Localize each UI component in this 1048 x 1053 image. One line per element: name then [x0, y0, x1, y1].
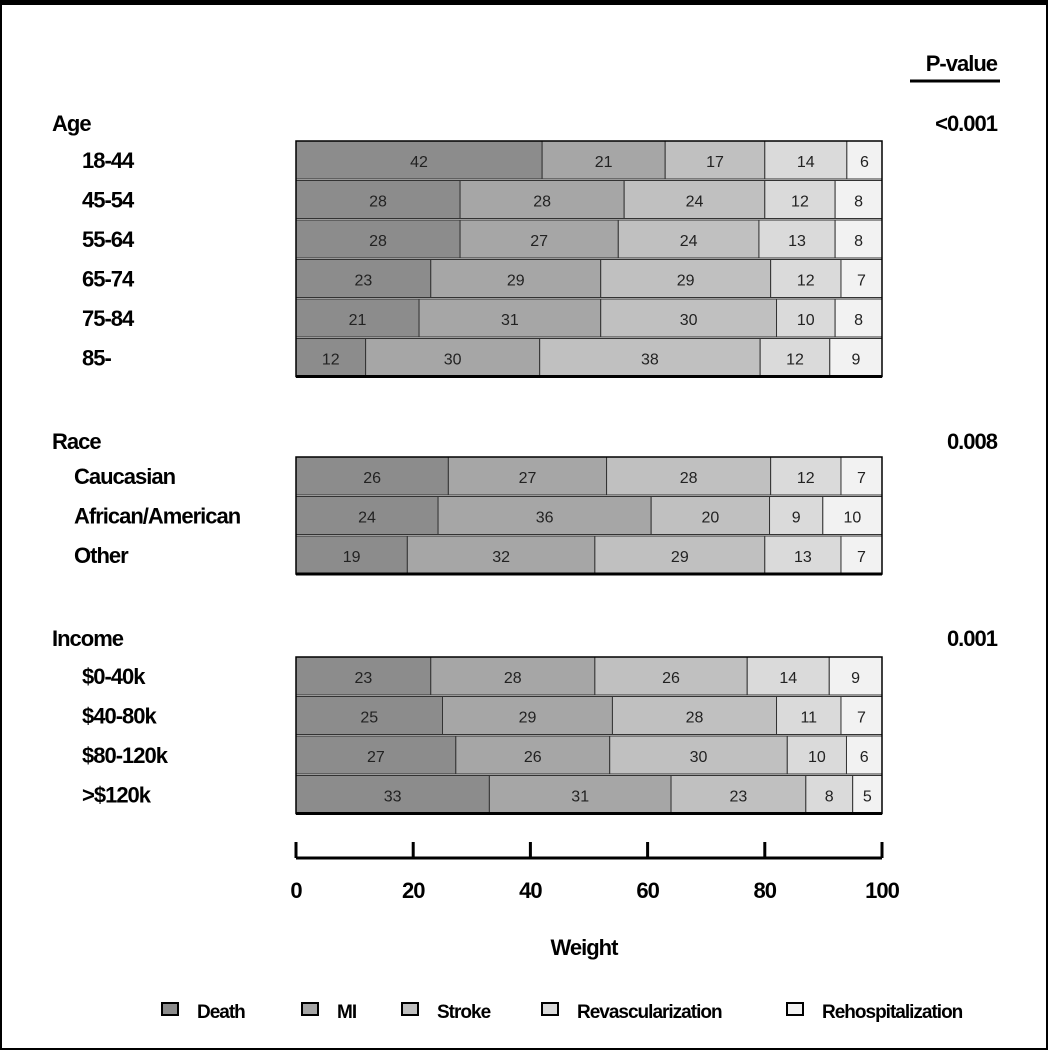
x-tick-label: 0	[290, 878, 302, 903]
segment-value-label: 26	[662, 670, 680, 687]
legend-swatch-revascularization	[542, 1003, 558, 1015]
segment-value-label: 8	[824, 788, 834, 806]
segment-value-label: 27	[367, 749, 385, 766]
segment-value-label: 12	[796, 272, 815, 290]
row-label: $40-80k	[82, 703, 156, 729]
x-axis	[290, 842, 899, 903]
segment-value-label: 10	[807, 749, 826, 766]
legend-swatch-stroke	[402, 1003, 418, 1015]
segment-value-label: 9	[851, 670, 861, 687]
legend	[162, 1002, 963, 1023]
segment-value-label: 9	[851, 351, 861, 369]
bar-row	[82, 339, 882, 377]
segment-value-label: 28	[533, 193, 552, 211]
segment-value-label: 8	[854, 233, 864, 250]
groups-layer	[52, 111, 998, 814]
bar-row	[74, 497, 882, 535]
row-label: $0-40k	[82, 664, 145, 689]
segment-value-label: 26	[523, 749, 542, 766]
segment-value-label: 29	[676, 272, 695, 290]
segment-value-label: 7	[857, 549, 866, 566]
bar-row	[82, 299, 882, 337]
pvalue-label: 0.008	[946, 429, 997, 454]
group-heading: Race	[52, 429, 101, 454]
row-label: Caucasian	[74, 464, 176, 489]
group-heading: Income	[52, 626, 124, 651]
legend-label: Revascularization	[577, 1002, 722, 1023]
segment-value-label: 36	[535, 509, 554, 527]
legend-label: Rehospitalization	[822, 1002, 963, 1023]
group-heading: Age	[52, 111, 91, 136]
x-tick-label: 40	[519, 878, 542, 903]
x-tick-label: 60	[636, 878, 659, 903]
row-label: 18-44	[82, 148, 134, 173]
x-tick-label: 20	[401, 878, 425, 903]
segment-value-label: 11	[800, 709, 818, 727]
bar-row	[82, 141, 882, 179]
segment-value-label: 6	[859, 154, 869, 171]
segment-value-label: 12	[786, 351, 804, 369]
x-axis-label: Weight	[550, 935, 618, 960]
segment-value-label: 6	[859, 749, 869, 766]
segment-value-label: 14	[779, 670, 798, 687]
segment-value-label: 23	[354, 670, 373, 687]
legend-label: Stroke	[437, 1002, 491, 1023]
segment-value-label: 28	[679, 470, 698, 487]
segment-value-label: 28	[685, 709, 704, 727]
segment-value-label: 21	[348, 312, 367, 329]
segment-value-label: 23	[729, 788, 748, 806]
segment-value-label: 30	[443, 351, 462, 369]
segment-value-label: 21	[594, 154, 613, 171]
segment-value-label: 23	[354, 272, 373, 290]
segment-value-label: 12	[796, 470, 815, 487]
segment-value-label: 33	[383, 788, 402, 806]
segment-value-label: 10	[796, 312, 815, 329]
segment-value-label: 7	[857, 470, 866, 487]
segment-value-label: 13	[788, 233, 806, 250]
legend-label: MI	[337, 1002, 357, 1023]
bar-row	[82, 657, 882, 695]
bar-row	[82, 181, 882, 219]
segment-value-label: 25	[360, 709, 379, 727]
bar-row	[82, 220, 882, 258]
pvalue-label: 0.001	[946, 626, 997, 651]
group-income	[52, 626, 998, 814]
legend-label: Death	[197, 1002, 245, 1023]
segment-value-label: 28	[369, 193, 387, 211]
bar-row	[82, 776, 882, 814]
segment-value-label: 19	[342, 549, 361, 566]
stacked-bar-chart	[2, 5, 1046, 1048]
row-label: 55-64	[82, 227, 134, 252]
bar-row	[74, 536, 882, 574]
legend-swatch-death	[162, 1003, 178, 1015]
segment-value-label: 29	[670, 549, 689, 566]
row-label: 75-84	[82, 306, 134, 331]
segment-value-label: 10	[843, 509, 862, 527]
segment-value-label: 5	[862, 788, 872, 806]
segment-value-label: 12	[321, 351, 340, 369]
segment-value-label: 27	[530, 233, 549, 250]
row-label: 45-54	[82, 187, 134, 213]
row-label: $80-120k	[82, 743, 167, 768]
legend-swatch-mi	[302, 1003, 318, 1015]
bar-row	[74, 457, 882, 495]
segment-value-label: 27	[518, 470, 537, 487]
segment-value-label: 9	[791, 509, 801, 527]
bar-row	[82, 736, 882, 774]
segment-value-label: 29	[506, 272, 525, 290]
bar-row	[82, 697, 882, 735]
segment-value-label: 31	[571, 788, 590, 806]
segment-value-label: 13	[793, 549, 812, 566]
segment-value-label: 12	[791, 193, 809, 211]
segment-value-label: 8	[854, 193, 864, 211]
x-tick-label: 80	[753, 878, 777, 903]
segment-value-label: 42	[410, 154, 428, 171]
row-label: 65-74	[82, 266, 134, 292]
row-label: 85-	[82, 345, 111, 371]
segment-value-label: 31	[500, 312, 519, 329]
row-label: >$120k	[82, 782, 151, 808]
segment-value-label: 29	[518, 709, 537, 727]
group-race	[52, 429, 998, 574]
segment-value-label: 14	[796, 154, 815, 171]
row-label: African/American	[74, 503, 241, 529]
bar-row	[82, 260, 882, 298]
segment-value-label: 8	[854, 312, 864, 329]
segment-value-label: 20	[701, 509, 720, 527]
segment-value-label: 24	[685, 193, 704, 211]
segment-value-label: 26	[363, 470, 382, 487]
pvalue-header: P-value	[925, 51, 997, 76]
segment-value-label: 7	[857, 272, 866, 290]
segment-value-label: 30	[689, 749, 708, 766]
row-label: Other	[74, 543, 128, 568]
pvalue-label: <0.001	[935, 111, 997, 136]
segment-value-label: 7	[857, 709, 866, 727]
group-age	[52, 111, 998, 377]
segment-value-label: 28	[369, 233, 387, 250]
segment-value-label: 28	[503, 670, 522, 687]
segment-value-label: 32	[492, 549, 510, 566]
segment-value-label: 24	[679, 233, 698, 250]
segment-value-label: 30	[679, 312, 698, 329]
x-tick-label: 100	[865, 878, 899, 903]
segment-value-label: 38	[641, 351, 659, 369]
segment-value-label: 24	[358, 509, 376, 527]
legend-swatch-rehospitalization	[787, 1003, 803, 1015]
segment-value-label: 17	[706, 154, 724, 171]
